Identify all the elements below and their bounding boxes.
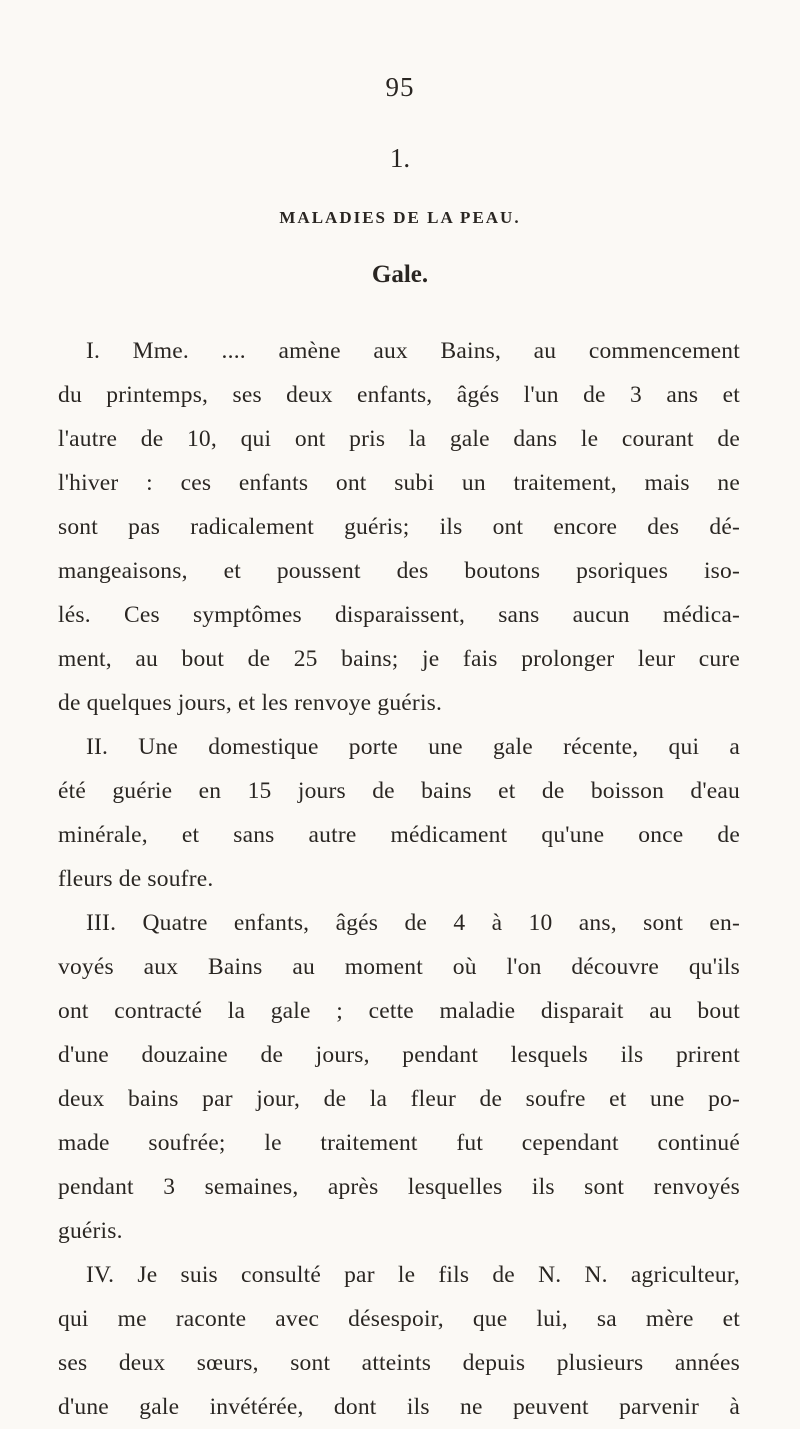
text-line: du printemps, ses deux enfants, âgés l'un de 3 ans et: [58, 382, 740, 408]
chapter-title: MALADIES DE LA PEAU.: [279, 208, 521, 227]
text-line: l'autre de 10, qui ont pris la gale dans le courant de: [58, 426, 740, 452]
text-line: sont pas radicalement guéris; ils ont encore des dé-: [58, 514, 740, 540]
body-text: [58, 329, 740, 1429]
text-line: été guérie en 15 jours de bains et de boisson d'eau: [58, 778, 740, 804]
subheading: Gale.: [371, 261, 429, 288]
text-line: minérale, et sans autre médicament qu'une once de: [58, 822, 740, 848]
text-line: pendant 3 semaines, après lesquelles ils sont renvoyés: [58, 1174, 740, 1200]
page-number: 95: [385, 72, 415, 102]
text-line: ont contracté la gale ; cette maladie disparait au bout: [58, 998, 740, 1024]
text-line: IV. Je suis consulté par le fils de N. N. agriculteur,: [86, 1262, 740, 1288]
text-line: III. Quatre enfants, âgés de 4 à 10 ans, sont en-: [86, 910, 740, 936]
text-line: qui me raconte avec désespoir, que lui, sa mère et: [58, 1306, 740, 1332]
text-line: deux bains par jour, de la fleur de soufre et une po-: [58, 1086, 740, 1112]
text-line: mangeaisons, et poussent des boutons psoriques iso-: [58, 558, 740, 584]
text-line: fleurs de soufre.: [58, 866, 214, 892]
text-line: I. Mme. .... amène aux Bains, au commencement: [86, 338, 740, 364]
text-line: l'hiver : ces enfants ont subi un traitement, mais ne: [58, 470, 740, 496]
text-line: made soufrée; le traitement fut cependant continué: [58, 1130, 740, 1156]
text-line: d'une gale invétérée, dont ils ne peuvent parvenir à: [58, 1394, 740, 1420]
text-line: guéris.: [58, 1218, 123, 1244]
text-line: lés. Ces symptômes disparaissent, sans aucun médica-: [58, 602, 740, 628]
text-line: de quelques jours, et les renvoye guéris.: [58, 690, 443, 716]
section-number: 1.: [389, 143, 411, 173]
text-line: d'une douzaine de jours, pendant lesquels ils prirent: [58, 1042, 740, 1068]
text-line: voyés aux Bains au moment où l'on découvre qu'ils: [58, 954, 740, 980]
text-line: II. Une domestique porte une gale récente, qui a: [86, 734, 740, 760]
text-line: ment, au bout de 25 bains; je fais prolonger leur cure: [58, 646, 740, 672]
text-line: ses deux sœurs, sont atteints depuis plusieurs années: [58, 1350, 740, 1376]
